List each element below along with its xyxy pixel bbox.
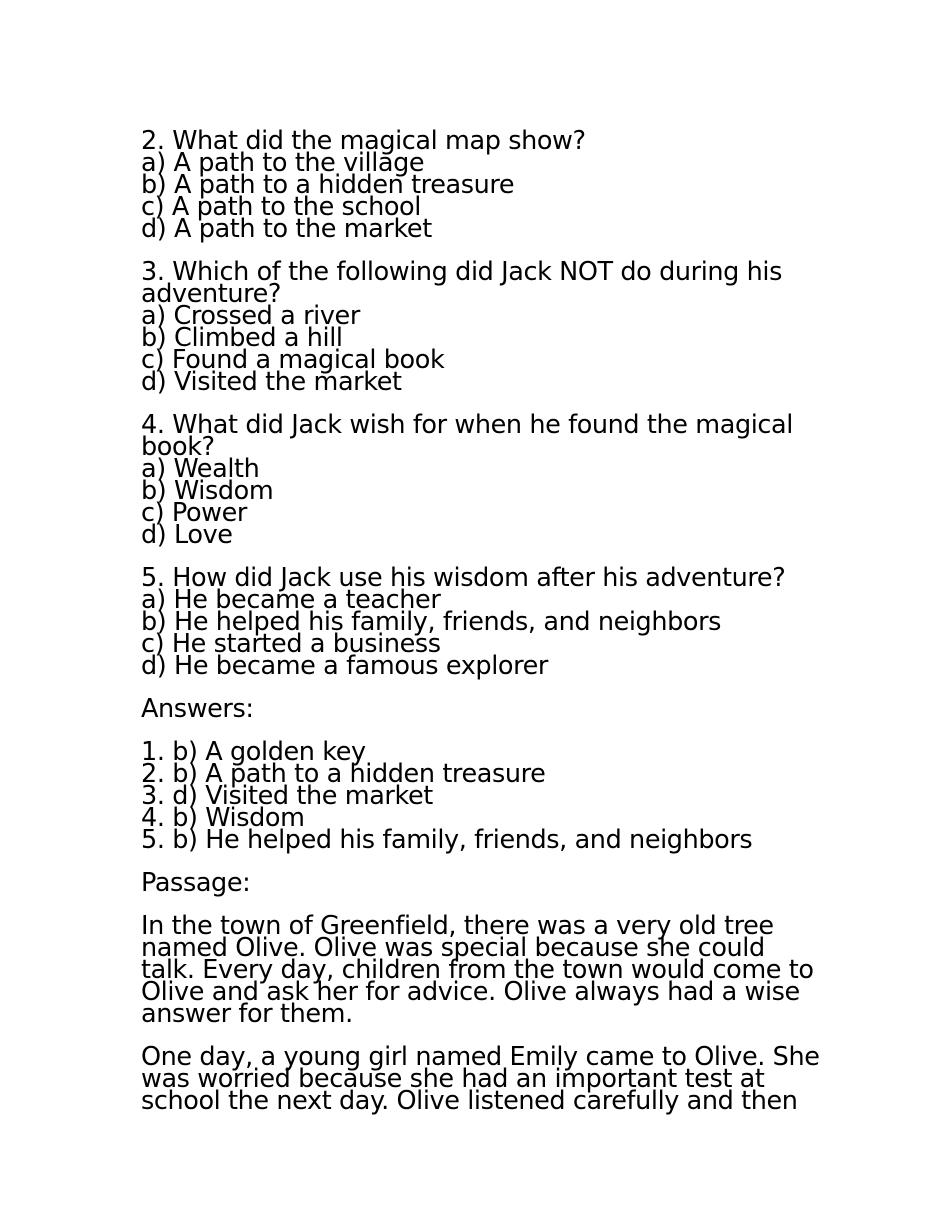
answer-option: a) Crossed a river [141, 301, 360, 331]
answer-key-item: 1. b) A golden key [141, 737, 366, 767]
question-text: 5. How did Jack use his wisdom after his adventure? [141, 563, 786, 593]
answer-option: d) Visited the market [141, 367, 402, 397]
answer-option: c) He started a business [141, 629, 441, 659]
question-text: 3. Which of the following did Jack NOT do during his adventure? [141, 257, 782, 309]
answer-key-item: 2. b) A path to a hidden treasure [141, 759, 546, 789]
answer-option: a) A path to the village [141, 148, 425, 178]
answer-key-item: 4. b) Wisdom [141, 803, 305, 833]
passage-paragraph: In the town of Greenfield, there was a very old tree named Olive. Olive was special because she could talk. Every day, children from the town would come to Olive and ask her for advice. Olive always had a wise answer for them. [141, 911, 814, 1029]
question-text: 2. What did the magical map show? [141, 126, 586, 156]
answer-option: c) Power [141, 498, 247, 528]
question-block-5 [141, 563, 821, 681]
question-text: 4. What did Jack wish for when he found the magical book? [141, 410, 793, 462]
answer-option: a) Wealth [141, 454, 260, 484]
question-block-2 [141, 126, 821, 244]
document-page [141, 126, 821, 1133]
answer-option: b) A path to a hidden treasure [141, 170, 515, 200]
answer-option: d) Love [141, 520, 233, 550]
answer-key-item: 5. b) He helped his family, friends, and neighbors [141, 825, 753, 855]
answers-heading: Answers: [141, 694, 254, 724]
answer-option: c) A path to the school [141, 192, 421, 222]
answer-option: b) Climbed a hill [141, 323, 343, 353]
answer-key [141, 737, 821, 855]
answer-key-item: 3. d) Visited the market [141, 781, 433, 811]
passage-heading: Passage: [141, 868, 251, 898]
question-block-3 [141, 257, 821, 397]
question-block-4 [141, 410, 821, 550]
passage-paragraph: One day, a young girl named Emily came to Olive. She was worried because she had an important test at school the next day. Olive listened carefully and then [141, 1042, 820, 1116]
answer-option: b) Wisdom [141, 476, 274, 506]
answer-option: b) He helped his family, friends, and neighbors [141, 607, 722, 637]
answer-option: d) He became a famous explorer [141, 651, 548, 681]
answer-option: d) A path to the market [141, 214, 432, 244]
answer-option: c) Found a magical book [141, 345, 445, 375]
answer-option: a) He became a teacher [141, 585, 441, 615]
